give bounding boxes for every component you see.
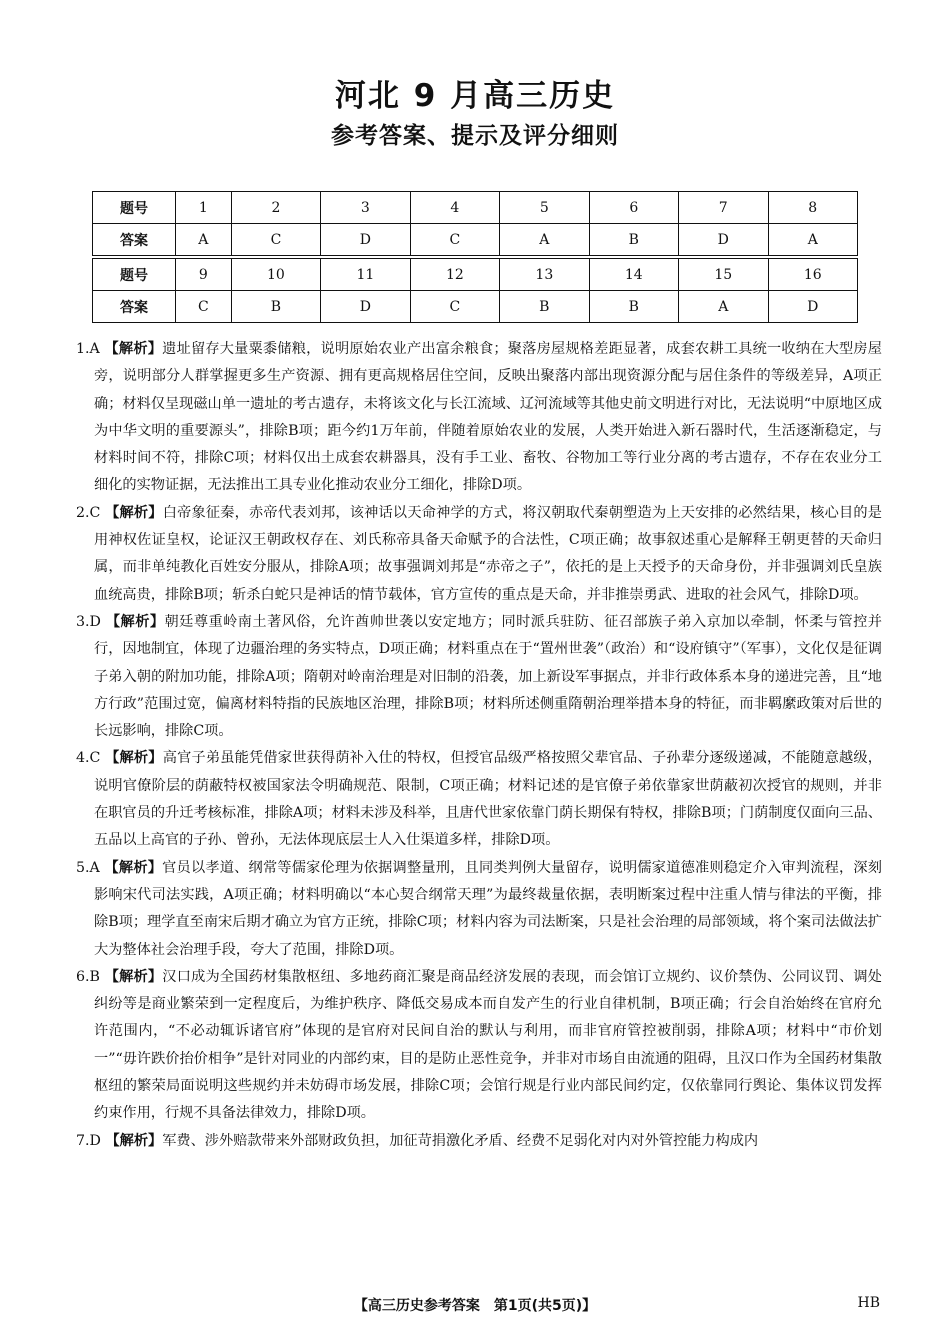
row-label-number: 题号	[93, 192, 176, 224]
answer-cell: B	[231, 291, 320, 323]
question-number-cell: 7	[679, 192, 768, 224]
question-number-cell: 6	[589, 192, 678, 224]
table-row-answers	[93, 291, 858, 323]
question-number-cell: 13	[500, 257, 589, 291]
question-number-cell: 14	[589, 257, 678, 291]
explanation-text: 白帝象征秦，赤帝代表刘邦，该神话以天命神学的方式，将汉朝取代秦朝塑造为上天安排的必然结果，核心目的是用神权佐证皇权，论证汉王朝政权存在、刘氏称帝具备天命赋予的合法性，C项正确；故事叙述重心是解释王朝更替的天命归属，而非单纯教化百姓安分服从，排除A项；故事强调刘邦是“赤帝之子”，依托的是上天授予的天命身份，并非强调刘氏皇族血统高贵，排除B项；斩杀白蛇只是神话的情节载体，官方宣传的重点是天命，并非推崇勇武、进取的社会风气，排除D项。	[94, 504, 882, 603]
question-number-cell: 11	[321, 257, 410, 291]
explanation-label: 4.C	[76, 750, 101, 767]
row-label-number: 题号	[93, 257, 176, 291]
footer-code: HB	[857, 1295, 880, 1311]
explanation-item	[76, 609, 882, 745]
explanation-tag: 【解析】	[105, 750, 163, 767]
explanation-label: 5.A	[76, 859, 100, 876]
question-number-cell: 15	[679, 257, 768, 291]
answer-table	[92, 191, 858, 323]
explanation-label: 2.C	[76, 504, 101, 521]
explanation-text: 朝廷尊重岭南土著风俗，允许酋帅世袭以安定地方；同时派兵驻防、征召部族子弟入京加以牵制，怀柔与管控并行，因地制宜，体现了边疆治理的务实特点，D项正确；材料重点在于“置州世袭”（政治）和“设府镇守”（军事），文化仅是征调子弟入朝的附加功能，排除A项；隋朝对岭南治理是对旧制的沿袭，加上新设军事据点，并非行政体系本身的递进完善，且“地方行政”范围过宽，偏离材料特指的民族地区治理，排除B项；材料所述侧重隋朝治理举措本身的特征，而非羁縻政策对后世的长远影响，排除C项。	[94, 613, 882, 740]
explanation-item	[76, 1128, 882, 1155]
explanation-item	[76, 336, 882, 500]
explanation-text: 高官子弟虽能凭借家世获得荫补入仕的特权，但授官品级严格按照父辈官品、子孙辈分逐级递减，不能随意越级，说明官僚阶层的荫蔽特权被国家法令明确规范、限制，C项正确；材料记述的是官僚子弟依靠家世荫蔽初次授官的规则，并非在职官员的升迁考核标准，排除A项；材料未涉及科举，且唐代世家依靠门荫长期保有特权，排除B项；门荫制度仅面向三品、五品以上高官的子孙、曾孙，无法体现底层士人入仕渠道多样，排除D项。	[94, 750, 882, 849]
explanation-label: 1.A	[76, 341, 100, 357]
page-subtitle: 参考答案、提示及评分细则	[331, 123, 619, 149]
explanation-tag: 【解析】	[105, 613, 165, 630]
explanation-tag: 【解析】	[104, 968, 163, 985]
page-footer	[0, 1295, 950, 1315]
answer-cell: D	[321, 291, 410, 323]
answer-cell: C	[231, 224, 320, 258]
question-number-cell: 2	[231, 192, 320, 224]
answer-cell: A	[679, 291, 768, 323]
question-number-cell: 16	[768, 257, 858, 291]
table-row-numbers	[93, 192, 858, 224]
explanation-list	[76, 336, 882, 1155]
explanation-tag: 【解析】	[105, 1132, 163, 1149]
row-label-answer: 答案	[93, 291, 176, 323]
answer-cell: C	[410, 291, 499, 323]
explanation-text: 遗址留存大量粟黍储粮，说明原始农业产出富余粮食；聚落房屋规格差距显著，成套农耕工具统一收纳在大型房屋旁，说明部分人群掌握更多生产资源、拥有更高规格居住空间，反映出聚落内部出现资源分配与居住条件的等级差异，A项正确；材料仅呈现磁山单一遗址的考古遗存，未将该文化与长江流域、辽河流域等其他史前文明进行对比，无法说明“中原地区成为中华文明的重要源头”，排除B项；距今约1万年前，伴随着原始农业的发展，人类开始进入新石器时代，生活逐渐稳定，与材料时间不符，排除C项；材料仅出土成套农耕器具，没有手工业、畜牧、谷物加工等行业分离的考古遗存，不存在农业分工细化的实物证据，无法推出工具专业化推动农业分工细化，排除D项。	[94, 341, 882, 494]
answer-cell: C	[176, 291, 232, 323]
answer-cell: A	[768, 224, 858, 258]
footer-page-info: 【高三历史参考答案 第1页(共5页)】	[353, 1298, 597, 1314]
explanation-item	[76, 500, 882, 609]
answer-cell: A	[500, 224, 589, 258]
explanation-label: 7.D	[76, 1132, 101, 1149]
explanation-text: 官员以孝道、纲常等儒家伦理为依据调整量刑，且同类判例大量留存，说明儒家道德准则稳定介入审判流程，深刻影响宋代司法实践，A项正确；材料明确以“本心契合纲常天理”为最终裁量依据，表明断案过程中注重人情与律法的平衡，排除B项；理学直至南宋后期才确立为官方正统，排除C项；材料内容为司法断案，只是社会治理的局部领域，将个案司法做法扩大为整体社会治理手段，夸大了范围，排除D项。	[94, 859, 882, 958]
answer-cell: D	[768, 291, 858, 323]
question-number-cell: 3	[321, 192, 410, 224]
explanation-text: 军费、涉外赔款带来外部财政负担，加征苛捐激化矛盾、经费不足弱化对内对外管控能力构成内	[162, 1132, 759, 1149]
question-number-cell: 1	[176, 192, 232, 224]
answer-cell: A	[176, 224, 232, 258]
answer-cell: C	[410, 224, 499, 258]
explanation-tag: 【解析】	[104, 859, 163, 876]
table-row-answers	[93, 224, 858, 258]
answer-cell: D	[321, 224, 410, 258]
explanation-tag: 【解析】	[104, 341, 163, 357]
answer-cell: B	[589, 291, 678, 323]
explanation-item	[76, 745, 882, 854]
explanation-text: 汉口成为全国药材集散枢纽、多地药商汇聚是商品经济发展的表现，而会馆订立规约、议价禁伪、公同议罚、调处纠纷等是商业繁荣到一定程度后，为维护秩序、降低交易成本而自发产生的行业自律机制，B项正确；行会自治始终在官府允许范围内，“不必动辄诉诸官府”体现的是官府对民间自治的默认与利用，而非官府管控被削弱，排除A项；材料中“市价划一”“毋许跌价抬价相争”是针对同业的内部约束，目的是防止恶性竞争，并非对市场自由流通的阻碍，且汉口作为全国药材集散枢纽的繁荣局面说明这些规约并未妨碍市场发展，排除C项；会馆行规是行业内部民间约定，仅依靠同行舆论、集体议罚发挥约束作用，行规不具备法律效力，排除D项。	[94, 968, 882, 1122]
explanation-item	[76, 855, 882, 964]
answer-cell: D	[679, 224, 768, 258]
explanation-label: 6.B	[76, 968, 100, 985]
question-number-cell: 9	[176, 257, 232, 291]
question-number-cell: 5	[500, 192, 589, 224]
row-label-answer: 答案	[93, 224, 176, 258]
explanation-label: 3.D	[76, 613, 101, 630]
page-title: 河北 9 月高三历史	[334, 78, 616, 114]
question-number-cell: 4	[410, 192, 499, 224]
explanation-tag: 【解析】	[105, 504, 163, 521]
table-row-numbers	[93, 257, 858, 291]
question-number-cell: 8	[768, 192, 858, 224]
question-number-cell: 10	[231, 257, 320, 291]
explanation-item	[76, 964, 882, 1128]
answer-cell: B	[589, 224, 678, 258]
question-number-cell: 12	[410, 257, 499, 291]
answer-cell: B	[500, 291, 589, 323]
